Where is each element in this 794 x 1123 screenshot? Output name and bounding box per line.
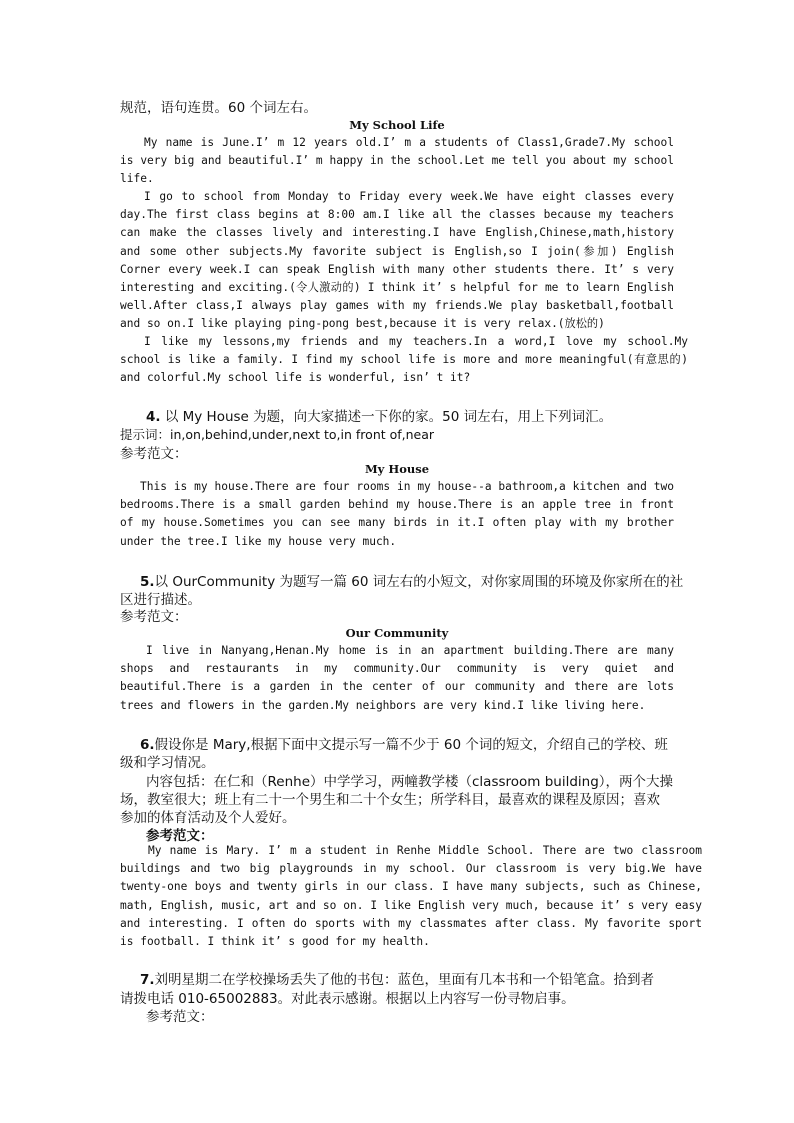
q5-ref-label: 参考范文： (120, 609, 188, 625)
q7-prompt-line2: 请拨电话 010-65002883。对此表示感谢。根据以上内容写一份寻物启事。 (120, 991, 575, 1007)
essay-title-our-community: Our Community (345, 626, 449, 640)
q4-ref-label: 参考范文： (120, 446, 188, 462)
q5-paragraph-text: I live in Nanyang,Henan.My home is in an apartment building.There are many shops and restaurants in my community.Our community is very quiet and beautiful.There is a garden in the center of our community and there are lots trees and flowers in the garden.My neighbors are very kind.I like living here. (120, 644, 674, 712)
essay-title-my-house: My House (364, 462, 430, 476)
essay-title-my-school-life: My School Life (349, 118, 445, 132)
q5-paragraph (120, 642, 674, 715)
q5-prompt-line1 (140, 570, 683, 590)
essay1-paragraph-2 (120, 188, 674, 334)
essay1-paragraph-1-text: My name is June.I’ m 12 years old.I’ m a students of Class1,Grade7.My school is very big and beautiful.I’ m happy in the school.Let me tell you about my school life. (120, 136, 674, 186)
q6-prompt-line1-text: 假设你是 Mary,根据下面中文提示写一篇不少于 60 个词的短文，介绍自己的学校、班 (154, 737, 668, 753)
q4-hint: 提示词：in,on,behind,under,next to,in front of,near (120, 427, 435, 442)
q6-ref-label: 参考范文： (146, 828, 214, 844)
q4-number: 4. (146, 409, 161, 425)
q5-number: 5. (140, 574, 155, 590)
essay1-paragraph-2-text: I go to school from Monday to Friday every week.We have eight classes every day.The first class begins at 8:00 am.I like all the classes because my teachers can make the classes lively and interesting.I have English,Chinese,math,history and some other subjects.My favorite subject is English,so I join(参加) English Corner every week.I can speak English with many other students there. It’ s very interesting and exciting.(令人激动的) I think it’ s helpful for me to learn English well.After class,I always play games with my friends.We play basketball,football and so on.I like playing ping-pong best,because it is very relax.(放松的) (120, 190, 674, 331)
essay1-paragraph-3 (120, 333, 688, 388)
q4-paragraph-text: This is my house.There are four rooms in my house--a bathroom,a kitchen and two bedrooms.There is a small garden behind my house.There is an apple tree in front of my house.Sometimes you can see many birds in it.I often play with my brother under the tree.I like my house very much. (120, 480, 674, 548)
q7-prompt-line1 (140, 968, 654, 988)
q6-content-line1: 内容包括：在仁和（Renhe）中学学习，两幢教学楼（classroom building），两个大操 (146, 774, 674, 790)
q6-content-line3: 参加的体育活动及个人爱好。 (120, 810, 296, 826)
q6-prompt-line1 (140, 733, 668, 753)
q4-prompt-text: 以 My House 为题，向大家描述一下你的家。50 词左右，用上下列词汇。 (164, 409, 613, 425)
q4-paragraph (120, 478, 674, 551)
q5-prompt-line2: 区进行描述。 (120, 592, 201, 608)
q7-number: 7. (140, 972, 155, 988)
intro-line: 规范，语句连贯。60 个词左右。 (120, 100, 317, 116)
q5-prompt-line1-text: 以 OurCommunity 为题写一篇 60 词左右的小短文，对你家周围的环境及你家所在的社 (154, 574, 684, 590)
q6-prompt-line2: 级和学习情况。 (120, 755, 215, 771)
q6-paragraph (120, 842, 702, 951)
q7-ref-label: 参考范文： (146, 1009, 214, 1025)
essay1-paragraph-3-text: I like my lessons,my friends and my teachers.In a word,I love my school.My school is like a family. I find my school life is more and more meaningful(有意思的) and colorful.My school life is wonderful, isn’ t it? (120, 335, 688, 385)
q6-number: 6. (140, 737, 155, 753)
q7-prompt-line1-text: 刘明星期二在学校操场丢失了他的书包：蓝色，里面有几本书和一个铅笔盒。拾到者 (154, 972, 655, 988)
q6-paragraph-text: My name is Mary. I’ m a student in Renhe Middle School. There are two classroom buildings and two big playgrounds in my school. Our classroom is very big.We have twenty-one boys and twenty girls in our class. I have many subjects, such as Chinese, math, English, music, art and so on. I like English very much, because it’ s very easy and interesting. I often do sports with my classmates after class. My favorite sport is football. I think it’ s good for my health. (120, 844, 702, 949)
q6-content-line2: 场，教室很大；班上有二十一个男生和二十个女生；所学科目，最喜欢的课程及原因；喜欢 (120, 792, 660, 808)
q4-prompt (146, 405, 612, 425)
essay1-paragraph-1 (120, 134, 674, 189)
